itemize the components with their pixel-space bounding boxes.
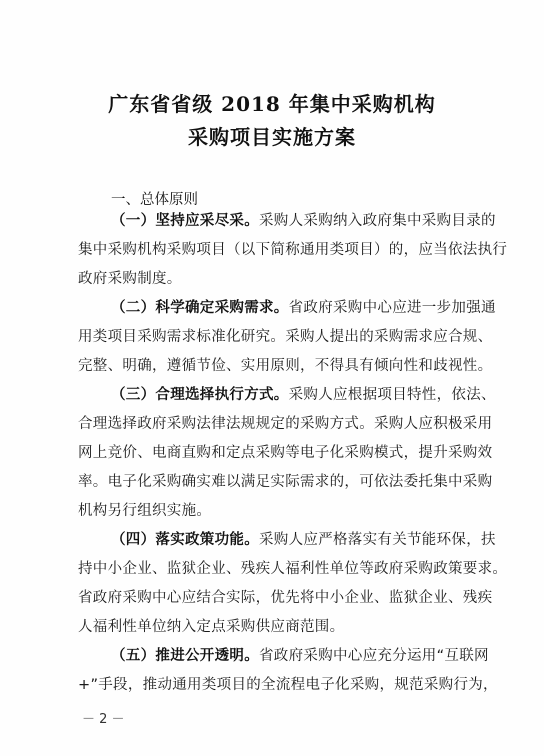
paragraph-2-line-1 [111, 296, 496, 320]
section-heading-general-principles: 一、总体原则 [111, 192, 198, 208]
paragraph-1-text: 采购人采购纳入政府集中采购目录的 [259, 213, 496, 229]
paragraph-2-text: 省政府采购中心应进一步加强通 [288, 300, 496, 316]
document-title-line-2: 采购项目实施方案 [188, 125, 356, 149]
paragraph-1-line-2: 集中采购机构采购项目（以下简称通用类项目）的，应当依法执行 [78, 242, 508, 258]
paragraph-3-heading: （三）合理选择执行方式。 [111, 387, 289, 403]
paragraph-3-text: 采购人应根据项目特性，依法、 [288, 387, 496, 403]
paragraph-5-line-2: +”手段，推动通用类项目的全流程电子化采购，规范采购行为， [78, 677, 498, 693]
paragraph-2-line-3: 完整、明确，遵循节俭、实用原则，不得具有倾向性和歧视性。 [78, 358, 493, 374]
paragraph-2-heading: （二）科学确定采购需求。 [111, 300, 289, 316]
paragraph-3-line-5: 机构另行组织实施。 [78, 503, 212, 519]
paragraph-4-line-4: 人福利性单位纳入定点采购供应商范围。 [78, 619, 345, 635]
paragraph-4-line-2: 持中小企业、监狱企业、残疾人福利性单位等政府采购政策要求。 [78, 561, 508, 577]
paragraph-5-heading: （五）推进公开透明。 [111, 648, 259, 664]
paragraph-3-line-1 [111, 383, 496, 407]
paragraph-3-line-4: 率。电子化采购确实难以满足实际需求的，可依法委托集中采购 [78, 474, 493, 490]
paragraph-4-line-3: 省政府采购中心应结合实际，优先将中小企业、监狱企业、残疾 [78, 590, 493, 606]
paragraph-5-text: 省政府采购中心应充分运用“互联网 [259, 648, 489, 664]
paragraph-3-line-3: 网上竞价、电商直购和定点采购等电子化采购模式，提升采购效 [78, 445, 493, 461]
paragraph-4-text: 采购人应严格落实有关节能环保，扶 [259, 532, 496, 548]
paragraph-1-line-1 [111, 209, 496, 233]
paragraph-4-line-1 [111, 528, 496, 552]
document-title-line-1: 广东省省级 2018 年集中采购机构 [108, 92, 436, 116]
paragraph-5-line-1 [111, 644, 489, 668]
paragraph-1-line-3: 政府采购制度。 [78, 271, 182, 287]
paragraph-1-heading: （一）坚持应采尽采。 [111, 213, 259, 229]
page-number: － 2 － [82, 712, 125, 727]
paragraph-2-line-2: 用类项目采购需求标准化研究。采购人提出的采购需求应合规、 [78, 329, 493, 345]
paragraph-4-heading: （四）落实政策功能。 [111, 532, 259, 548]
paragraph-3-line-2: 合理选择政府采购法律法规规定的采购方式。采购人应积极采用 [78, 416, 493, 432]
